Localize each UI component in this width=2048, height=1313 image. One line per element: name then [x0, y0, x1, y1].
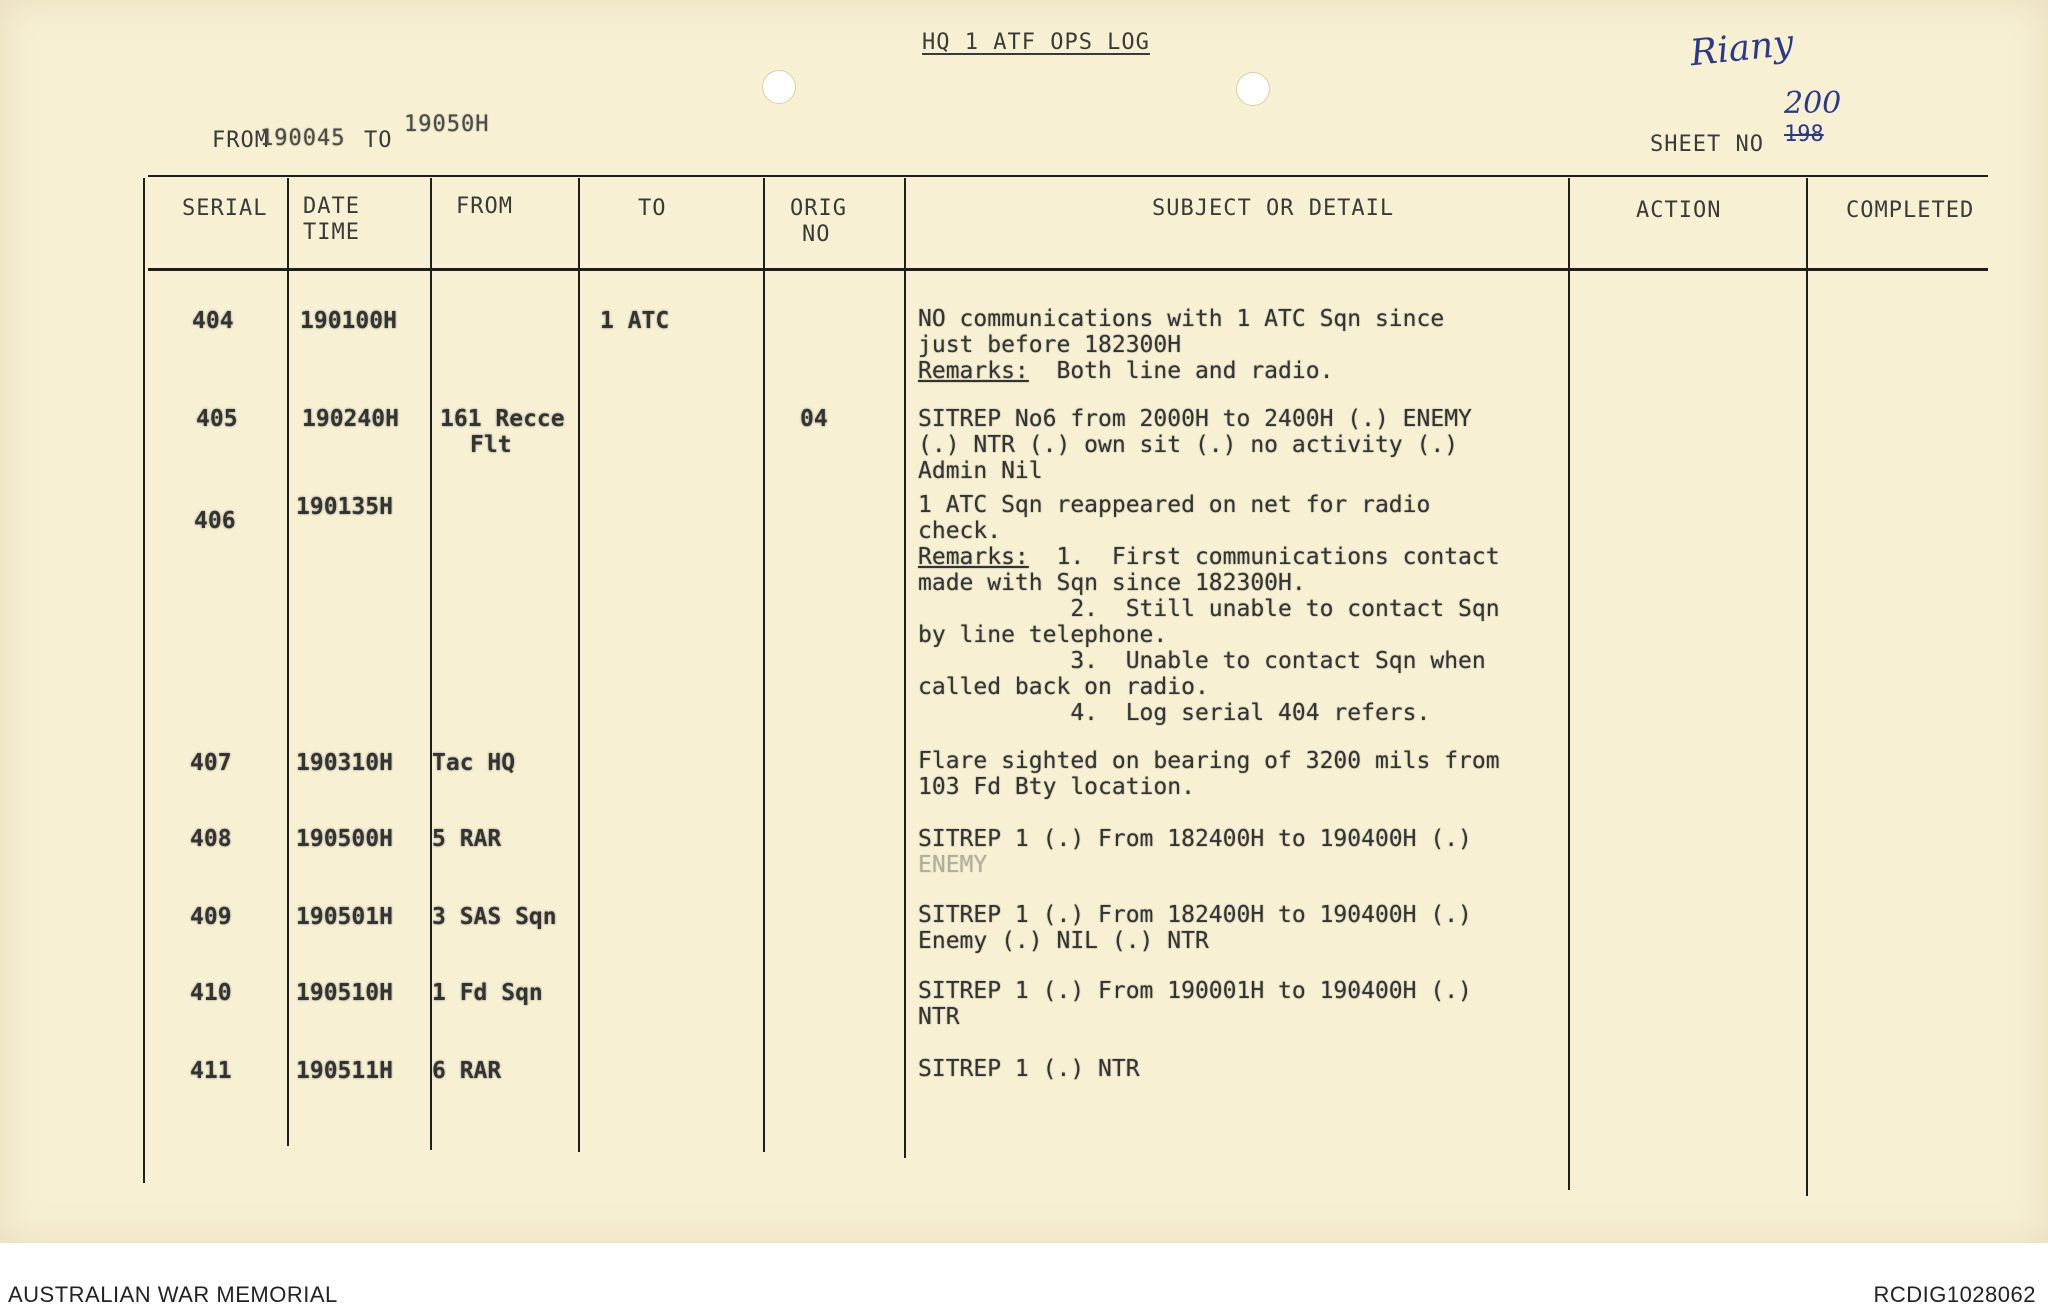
remarks-label: Remarks:: [918, 544, 1029, 570]
table-row-datetime: 190310H: [296, 750, 393, 776]
column-rule: [287, 178, 289, 1146]
handwritten-name: Riany: [1688, 22, 1796, 75]
table-row-subject: [918, 358, 1333, 384]
document-title: HQ 1 ATF OPS LOG: [922, 30, 1150, 55]
header-no: NO: [802, 222, 831, 247]
remarks-label: Remarks:: [918, 358, 1029, 384]
table-row-datetime: 190501H: [296, 904, 393, 930]
table-row-datetime: 190510H: [296, 980, 393, 1006]
table-row-from: 5 RAR: [432, 826, 502, 852]
table-row-serial: 408: [190, 826, 232, 852]
sheet-number-handwritten: 200: [1784, 86, 1842, 121]
table-row-subject: 4. Log serial 404 refers.: [918, 700, 1431, 726]
from-value: 190045: [260, 126, 346, 151]
table-row-datetime: 190511H: [296, 1058, 393, 1084]
table-row-serial: 407: [190, 750, 232, 776]
table-row-subject: NTR: [918, 1004, 960, 1030]
table-header-rule: [148, 268, 1988, 271]
table-row-subject: SITREP 1 (.) From 182400H to 190400H (.): [918, 826, 1472, 852]
table-row-serial: 411: [190, 1058, 232, 1084]
table-row-to: 1 ATC: [600, 308, 670, 334]
table-row-subject: check.: [918, 518, 1002, 544]
table-row-subject: Admin Nil: [918, 458, 1043, 484]
column-rule: [763, 178, 765, 1152]
table-row-from: 3 SAS Sqn: [432, 904, 557, 930]
to-value: 19050H: [404, 112, 490, 137]
table-row-subject: by line telephone.: [918, 622, 1168, 648]
footer-record-id: RCDIG1028062: [1873, 1282, 2036, 1307]
table-row-subject: Enemy (.) NIL (.) NTR: [918, 928, 1209, 954]
table-row-from: 1 Fd Sqn: [432, 980, 543, 1006]
table-row-from: Tac HQ: [432, 750, 516, 776]
header-serial: SERIAL: [182, 196, 268, 221]
column-rule: [904, 178, 906, 1158]
table-row-subject: ENEMY: [918, 852, 988, 878]
punch-hole: [762, 70, 796, 104]
table-row-datetime: 190135H: [296, 494, 393, 520]
table-row-subject: 103 Fd Bty location.: [918, 774, 1195, 800]
from-label: FROM: [212, 128, 269, 153]
table-row-subject: just before 182300H: [918, 332, 1182, 358]
table-row-datetime: 190500H: [296, 826, 393, 852]
table-row-from: 6 RAR: [432, 1058, 502, 1084]
header-completed: COMPLETED: [1846, 198, 1975, 223]
punch-hole: [1236, 72, 1270, 106]
sheet-number-struck: 198: [1784, 122, 1824, 147]
footer-archive-name: AUSTRALIAN WAR MEMORIAL: [8, 1282, 338, 1307]
table-row-datetime: 190240H: [302, 406, 399, 432]
table-row-serial: 409: [190, 904, 232, 930]
header-action: ACTION: [1636, 198, 1722, 223]
table-row-subject: NO communications with 1 ATC Sqn since: [918, 306, 1445, 332]
table-row-serial: 406: [194, 508, 236, 534]
table-row-from: Flt: [470, 432, 512, 458]
table-row-subject: Flare sighted on bearing of 3200 mils from: [918, 748, 1500, 774]
table-row-subject: SITREP No6 from 2000H to 2400H (.) ENEMY: [918, 406, 1472, 432]
table-row-datetime: 190100H: [300, 308, 397, 334]
remarks-text: Both line and radio.: [1028, 358, 1334, 384]
header-from: FROM: [456, 194, 513, 219]
table-row-subject: SITREP 1 (.) From 182400H to 190400H (.): [918, 902, 1472, 928]
header-subject: SUBJECT OR DETAIL: [1152, 196, 1395, 221]
column-rule: [1806, 178, 1808, 1196]
table-row-orig: 04: [800, 406, 828, 432]
to-label: TO: [364, 128, 393, 153]
table-row-subject: SITREP 1 (.) NTR: [918, 1056, 1140, 1082]
table-row-subject: (.) NTR (.) own sit (.) no activity (.): [918, 432, 1459, 458]
table-top-rule: [148, 175, 1988, 177]
table-row-subject: SITREP 1 (.) From 190001H to 190400H (.): [918, 978, 1472, 1004]
header-time: TIME: [303, 220, 360, 245]
table-row-serial: 404: [192, 308, 234, 334]
remarks-text: 1. First communications contact: [1028, 544, 1500, 570]
table-row-subject: called back on radio.: [918, 674, 1209, 700]
header-to: TO: [638, 196, 667, 221]
table-row-subject: 2. Still unable to contact Sqn: [918, 596, 1500, 622]
table-row-serial: 410: [190, 980, 232, 1006]
table-row-subject: made with Sqn since 182300H.: [918, 570, 1306, 596]
table-row-subject: [918, 544, 1500, 570]
column-rule: [1568, 178, 1570, 1190]
table-row-serial: 405: [196, 406, 238, 432]
column-rule: [578, 178, 580, 1152]
table-row-subject: 3. Unable to contact Sqn when: [918, 648, 1486, 674]
column-rule: [143, 178, 145, 1183]
table-row-from: 161 Recce: [440, 406, 565, 432]
header-date: DATE: [303, 194, 360, 219]
sheet-number-label: SHEET NO: [1650, 132, 1764, 157]
table-row-subject: 1 ATC Sqn reappeared on net for radio: [918, 492, 1431, 518]
header-orig: ORIG: [790, 196, 847, 221]
